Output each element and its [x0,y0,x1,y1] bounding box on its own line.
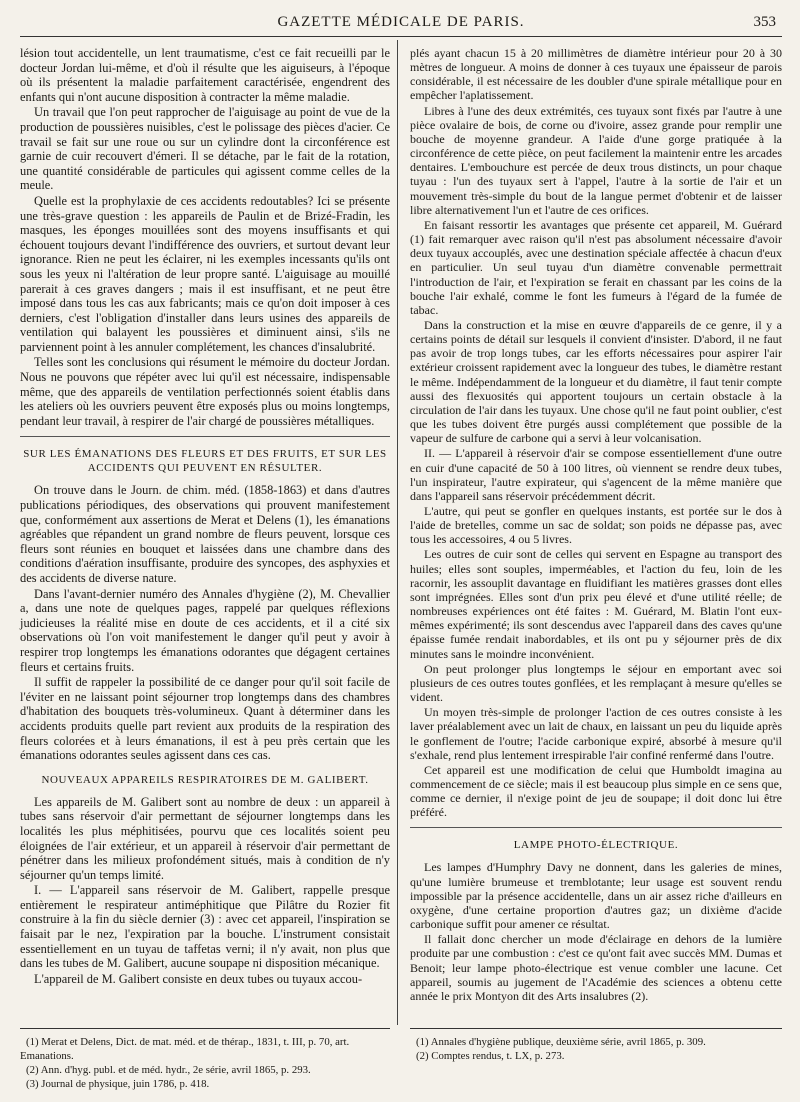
paragraph: Les lampes d'Humphry Davy ne donnent, dans les galeries de mines, qu'une lumière brumeuse et tremblotante; leur usage est souvent rendu impossible par la présence accidentelle, dans un air assez riche d'ailleurs en oxygène, d'une certaine proportion d'autres gaz; un dixième d'acide carbonique suffit pour amener ce résultat. [410,860,782,932]
paragraph: lésion tout accidentelle, un lent traumatisme, c'est ce fait recueilli par le docteur Jordan lui-même, et d'où il résulte que les aiguiseurs, à l'époque où ils présentent la maladie parfaitement caractérisée, engendrent des enfants qui n'ont aucune disposition à contracter la même maladie. [20,46,390,104]
paragraph: Un moyen très-simple de prolonger l'action de ces outres consiste à les laver préalablement avec un lait de chaux, en laissant un peu du liquide après le gonflement de l'outre; l'acide carbonique expiré, absorbé à mesure qu'il s'exhale, rend plus lentement irrespirable l'air confiné renfermé dans l'outre. [410,705,782,762]
paragraph: Dans l'avant-dernier numéro des Annales d'hygiène (2), M. Chevallier a, dans une note de quelques pages, rappelé par quelques réflexions judicieuses la réalité mise en doute de ces accidents, et il a cité six observations où l'on voit manifestement le danger qu'il peut y avoir à respirer trop longtemps les émanations odorantes que dégagent certaines fleurs et certains fruits. [20,586,390,674]
section-rule [20,436,390,437]
paragraph: L'autre, qui peut se gonfler en quelques instants, est portée sur le dos à l'aide de bretelles, comme un sac de soldat; son poids ne dépasse pas, avec tous les accessoires, 4 ou 5 livres. [410,504,782,547]
footnote: (3) Journal de physique, juin 1786, p. 418. [26,1078,210,1090]
paragraph: Il fallait donc chercher un mode d'éclairage en dehors de la lumière produite par une combustion : c'est ce qu'ont fait avec succès MM. Dumas et Benoit; leur lampe photo-électrique est venue combler une lacune. Cet appareil, soumis au jugement de l'Académie des sciences a obtenu cette année le prix Montyon dit des Arts insalubres (2). [410,932,782,1003]
journal-title: GAZETTE MÉDICALE DE PARIS. [277,14,525,30]
paragraph: plés ayant chacun 15 à 20 millimètres de diamètre intérieur pour 20 à 30 mètres de longueur. A moins de donner à ces tuyaux une épaisseur de parois considérable, il est nécessaire de les doubler d'une spirale métallique pour en empêcher l'aplatissement. [410,46,782,103]
paragraph: On trouve dans le Journ. de chim. méd. (1858-1863) et dans d'autres publications périodiques, des observations qui prouvent manifestement que, conformément aux assertions de Merat et Delens (1), les émanations agréables que répandent un grand nombre de fleurs peuvent, lorsque ces fleurs sont réunies en bouquet et laissées dans une chambre dans des conditions d'aération insuffisante, produire des syncopes, des asphyxies et des accidents de diverse nature. [20,483,390,585]
paragraph: L'appareil de M. Galibert consiste en deux tubes ou tuyaux accou- [34,971,363,986]
paragraph: I. — L'appareil sans réservoir de M. Galibert, rappelle presque entièrement le respirateur antiméphitique que Pilâtre du Rozier fit construire à la fin du siècle dernier (3) : avec cet appareil, l'inspiration se faisait par le nez, l'expiration par la bouche. L'instrument consistait essentiellement en un tuyau de taffetas verni; il n'y avait, non plus que dans les tubes de M. Galibert, aucune soupape ni disposition mécanique. [20,883,390,971]
running-header [20,10,782,37]
paragraph: Libres à l'une des deux extrémités, ces tuyaux sont fixés par l'autre à une pièce ovalaire de bois, de corne ou d'ivoire, assez grande pour remplir une bouche de moyenne grandeur. A l'aide d'une gorge pratiquée à la circonférence de cette pièce, on peut facilement la maintenir entre les arcades dentaires. L'embouchure est percée de deux trous distincts, un pour chaque tuyau : l'un des tuyaux sert à l'appel, l'autre à la sortie de l'air et un mouvement très-simple du bout de la langue permet d'obtenir et de laisser libre alternativement l'un et l'autre de ces orifices. [410,103,782,217]
paragraph: Dans la construction et la mise en œuvre d'appareils de ce genre, il y a certains points de détail sur lesquels il convient d'insister. D'abord, il ne faut pas avoir de trop longs tubes, car les efforts nécessaires pour aspirer l'air extérieur croissent rapidement avec la longueur des tubes, le diamètre restant le même. Indépendamment de la longueur et du diamètre, il faut tenir compte aussi des flexuosités qui apportent toujours un certain obstacle à la circulation de l'air dans les tuyaux. Une chose qu'il ne faut point oublier, c'est que les tubes doivent être purgés aussi complétement que possible de la vapeur de sulfure de carbone qui a servi à leur volcanisation. [410,317,782,446]
section-title-emanations: SUR LES ÉMANATIONS DES FLEURS ET DES FRUITS, ET SUR LES ACCIDENTS QUI PEUVENT EN RÉSULTER. [23,448,387,475]
right-column [410,46,782,1004]
paragraph: En faisant ressortir les avantages que présente cet appareil, M. Guérard (1) fait remarquer avec raison qu'il n'est pas absolument nécessaire d'avoir deux tuyaux accouplés, avec une destination spéciale affectée à chacun d'eux en particulier. Un seul tuyau d'un diamètre convenable permettrait l'introduction de l'air, et l'expiration se ferait en chassant par les coins de la bouche l'air exhalé, comme le font les fumeurs à l'égard de la fumée de tabac. [410,217,782,317]
paragraph: Cet appareil est une modification de celui que Humboldt imagina au commencement de ce siècle; mais il est beaucoup plus simple en ce sens que, comme ce dernier, il n'exige point de jeu de soupape; il doit donc lui être préféré. [410,762,782,820]
right-footnotes [410,1028,782,1063]
paragraph: Les appareils de M. Galibert sont au nombre de deux : un appareil à tubes sans réservoir d'air permettant de séjourner longtemps dans les localités les plus méphitisées, pourvu que ces localités soient peu éloignées de l'air extérieur, et un appareil à réservoir d'air permettant de pénétrer dans les milieux profondément situés, mais à condition de n'y séjourner qu'un temps limité. [20,794,390,882]
paragraph: Un travail que l'on peut rapprocher de l'aiguisage au point de vue de la production de poussières nuisibles, c'est le polissage des pièces d'acier. Ce travail se fait sur une roue ou sur un cylindre dont la circonférence est garnie de cuir recouvert d'émeri. Il se détache, par le fait de la rotation, une quantité considérable de particules qui agissent comme celles de la meule. [20,105,390,193]
page-number: 353 [753,14,776,30]
footnote: (2) Ann. d'hyg. publ. et de méd. hydr., 2e série, avril 1865, p. 293. [26,1064,311,1076]
paragraph: Il suffit de rappeler la possibilité de ce danger pour qu'il soit facile de l'éviter en ne laissant point séjourner trop longtemps dans des chambres d'habitation des bouquets très-volumineux. Quant à déterminer dans les accidents produits quelle part revient aux produits de la respiration des fleurs colorées et à leurs émanations, il est à peu près certain que les émanations odorantes seules agissent dans ces cas. [20,675,390,763]
paragraph: On peut prolonger plus longtemps le séjour en emportant avec soi plusieurs de ces outres toutes gonflées, et les remplaçant à mesure qu'elles se vident. [410,661,782,705]
footnote: (1) Annales d'hygiène publique, deuxième série, avril 1865, p. 309. [416,1036,706,1048]
section-title-lampe: LAMPE PHOTO-ÉLECTRIQUE. [513,839,679,852]
left-footnotes [20,1028,390,1091]
paragraph: Telles sont les conclusions qui résument le mémoire du docteur Jordan. Nous ne pouvons que répéter avec lui qu'il est nécessaire, indispensable même, que des appareils de ventilation perfectionnés soient établis dans les ateliers où les ouvriers peuvent être exposés plus ou moins longtemps, pendant leur travail, à respirer de l'air chargé de poussières métalliques. [20,355,390,428]
column-divider [397,40,398,1025]
footnote: (2) Comptes rendus, t. LX, p. 273. [416,1050,565,1062]
paragraph: Quelle est la prophylaxie de ces accidents redoutables? Ici se présente une très-grave question : les appareils de Paulin et de Brizé-Fradin, les masques, les éponges mouillées sont des moyens insuffisants et qui échouent toujours devant l'indifférence des ouvriers, et surtout devant leur ignorance. Rien ne peut les éclairer, ni les exemples incessants qu'ils ont sous les yeux ni l'altération de leur propre santé. L'aiguisage au mouillé parerait à ces graves dangers ; mais il est insuffisant, et ne peut être imposé dans tous les cas aux fabricants; mais ce qu'on doit imposer à ces derniers, c'est l'obligation d'installer dans leurs usines des appareils de ventilation qui balayent les poussières et diminuent ainsi, s'ils ne parviennent point à les annuler complétement, les chances d'insalubrité. [20,193,390,354]
section-title-galibert: NOUVEAUX APPAREILS RESPIRATOIRES DE M. GALIBERT. [41,773,369,786]
paragraph: II. — L'appareil à réservoir d'air se compose essentiellement d'une outre en cuir d'une capacité de 50 à 100 litres, où viennent se rendre deux tubes, l'un inspirateur, l'autre expirateur, qui s'agencent de la même manière que dans l'appareil sans réservoir précédemment décrit. [410,446,782,503]
paragraph: Les outres de cuir sont de celles qui servent en Espagne au transport des huiles; elles sont souples, imperméables, et l'action du feu, loin de les racornir, les assouplit davantage en fluidifiant les matières grasses dont elles sont imprégnées. Elles sont d'un prix peu élevé et d'une utilité réelle; de nombreuses expériences ont été faites : M. Guérard, M. Blatin l'ont eux-mêmes expérimenté; ils sont descendus avec l'appareil dans des caves qu'une épaisse fumée rendait inabordables, et ils ont pu y séjourner près de dix minutes sans le moindre inconvénient. [410,547,782,661]
left-column [20,46,390,987]
section-rule [410,827,782,828]
footnote: (1) Merat et Delens, Dict. de mat. méd. et de thérap., 1831, t. III, p. 70, art. Emanations. [20,1036,350,1062]
